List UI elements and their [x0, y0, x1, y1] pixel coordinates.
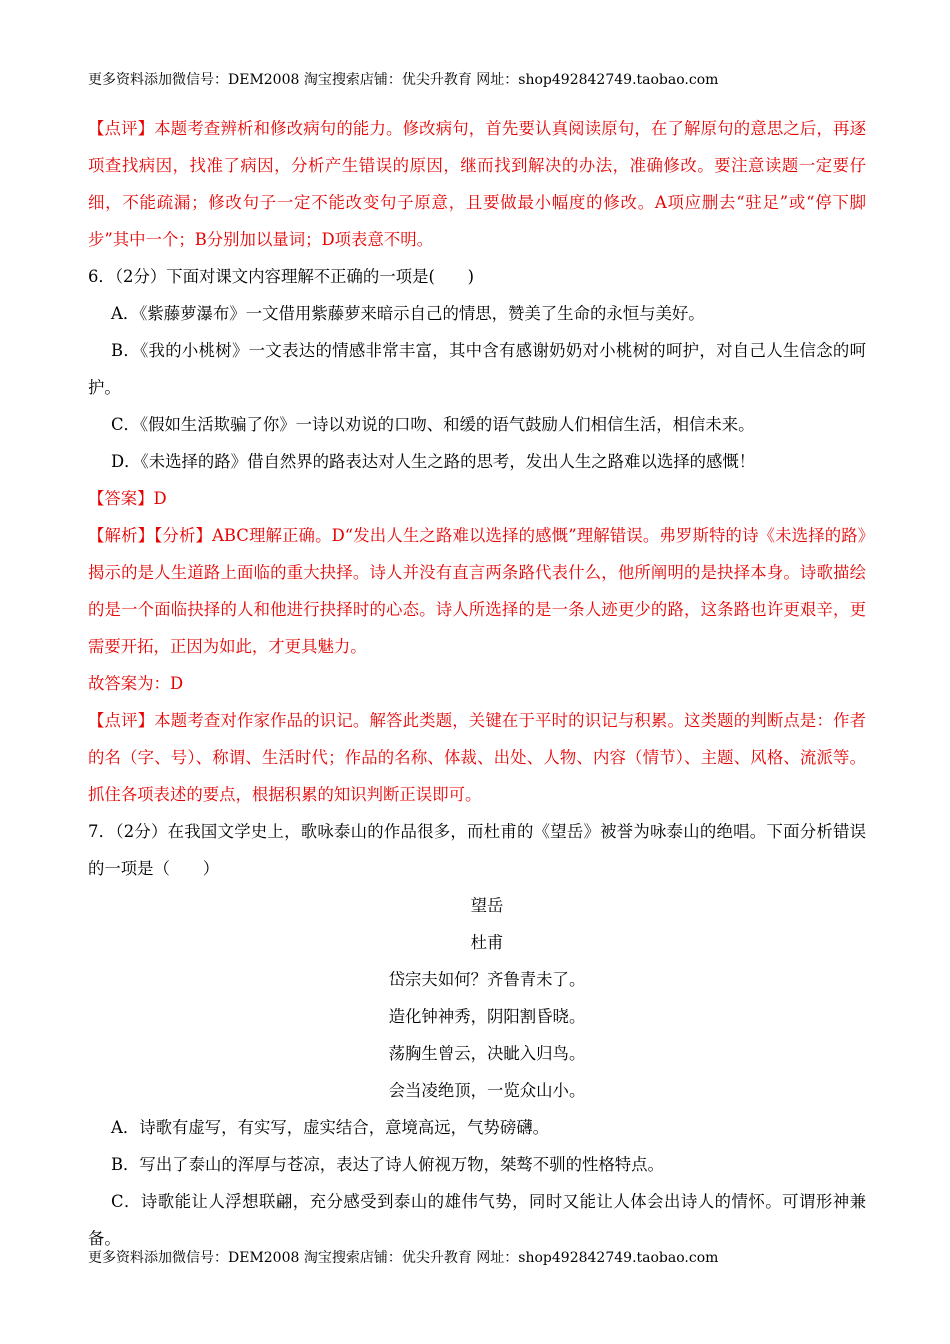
q7-stem: 7．（2分）在我国文学史上，歌咏泰山的作品很多，而杜甫的《望岳》被誉为咏泰山的绝唱。下面分析错误的一项是（ ）: [88, 822, 866, 878]
page-header: 更多资料添加微信号：DEM2008 淘宝搜索店铺：优尖升教育 网址：shop492842749.taobao.com: [88, 72, 719, 88]
q5-comment: 【点评】本题考查辨析和修改病句的能力。修改病句，首先要认真阅读原句，在了解原句的意思之后，再逐项查找病因，找准了病因，分析产生错误的原因，继而找到解决的办法，准确修改。要注意读题一定要仔细，不能疏漏；修改句子一定不能改变句子原意，且要做最小幅度的修改。A项应删去“驻足”或“停下脚步”其中一个；B分别加以量词；D项表意不明。: [88, 119, 866, 249]
q6-option-c: C．《假如生活欺骗了你》一诗以劝说的口吻、和缓的语气鼓励人们相信生活，相信未来。: [111, 415, 755, 434]
q6-answer: 【答案】D: [88, 489, 167, 508]
q7-option-b: B．写出了泰山的浑厚与苍凉，表达了诗人俯视万物，桀骜不驯的性格特点。: [111, 1155, 664, 1174]
q6-comment: 【点评】本题考查对作家作品的识记。解答此类题，关键在于平时的识记与积累。这类题的判断点是：作者的名（字、号）、称谓、生活时代；作品的名称、体裁、出处、人物、内容（情节）、主题、风格、流派等。抓住各项表述的要点，根据积累的知识判断正误即可。: [88, 711, 866, 804]
poem-line: 造化钟神秀，阴阳割昏晓。: [388, 1007, 586, 1026]
page-footer: 更多资料添加微信号：DEM2008 淘宝搜索店铺：优尖升教育 网址：shop492842749.taobao.com: [88, 1250, 719, 1266]
q6-option-b: B．《我的小桃树》一文表达的情感非常丰富，其中含有感谢奶奶对小桃树的呵护，对自己人生信念的呵护。: [88, 341, 866, 397]
q6-stem: 6．（2分）下面对课文内容理解不正确的一项是( ): [88, 267, 475, 286]
q7-option-c: C．诗歌能让人浮想联翩，充分感受到泰山的雄伟气势，同时又能让人体会出诗人的情怀。可谓形神兼备。: [88, 1192, 866, 1248]
q6-final-answer: 故答案为：D: [88, 674, 184, 693]
poem-line: 岱宗夫如何？齐鲁青未了。: [388, 970, 586, 989]
poem-line: 会当凌绝顶，一览众山小。: [388, 1081, 586, 1100]
q6-option-a: A．《紫藤萝瀑布》一文借用紫藤萝来暗示自己的情思，赞美了生命的永恒与美好。: [111, 304, 705, 323]
q7-option-a: A．诗歌有虚写，有实写，虚实结合，意境高远，气势磅礴。: [111, 1118, 549, 1137]
poem-author: 杜甫: [470, 933, 504, 952]
poem-title: 望岳: [470, 896, 504, 915]
q6-option-d: D．《未选择的路》借自然界的路表达对人生之路的思考，发出人生之路难以选择的感慨！: [111, 452, 756, 471]
q6-analysis: 【解析】【分析】ABC理解正确。D“发出人生之路难以选择的感慨”理解错误。弗罗斯特的诗《未选择的路》揭示的是人生道路上面临的重大抉择。诗人并没有直言两条路代表什么，他所阐明的是抉择本身。诗歌描绘的是一个面临抉择的人和他进行抉择时的心态。诗人所选择的是一条人迹更少的路，这条路也许更艰辛，更需要开拓，正因为如此，才更具魅力。: [88, 526, 866, 656]
poem-line: 荡胸生曾云，决眦入归鸟。: [388, 1044, 586, 1063]
document-body: [88, 110, 866, 1257]
